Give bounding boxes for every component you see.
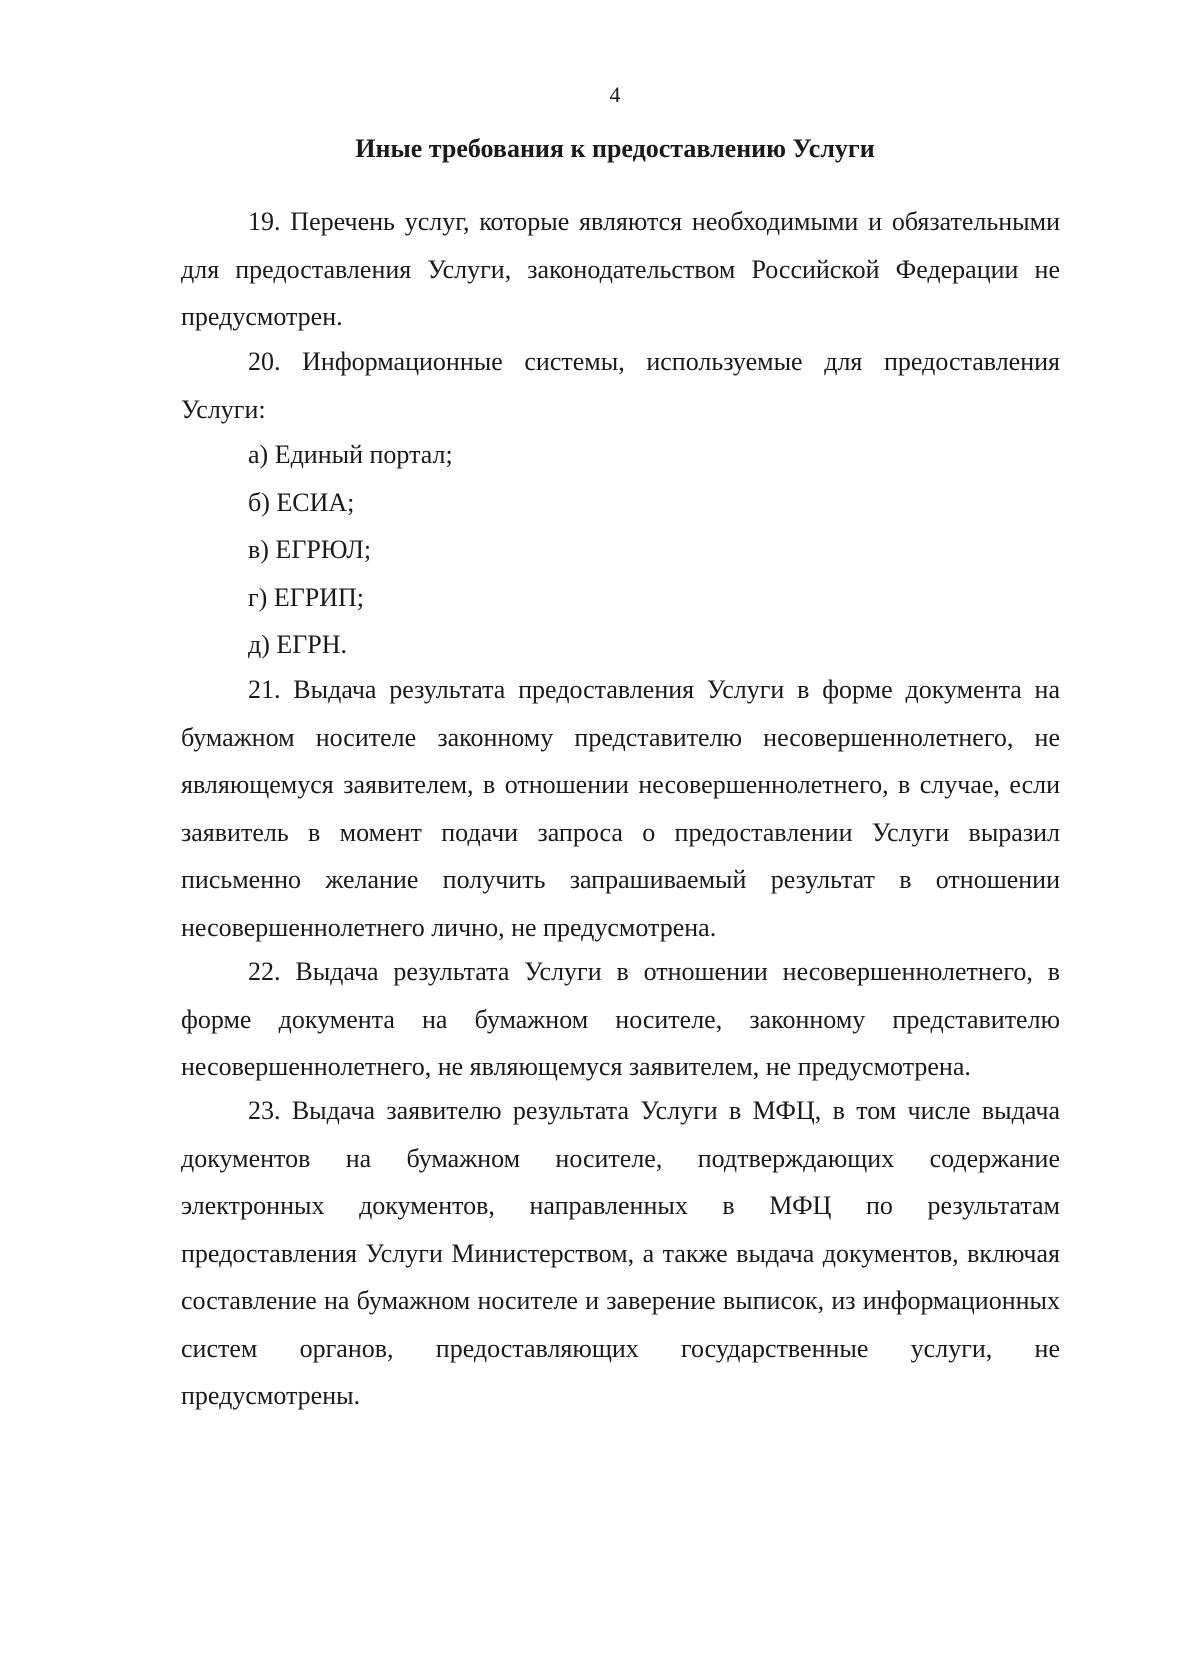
paragraph-19: 19. Перечень услуг, которые являются необходимыми и обязательными для предоставления Услуги, законодательством Российской Федерации не предусмотрен. bbox=[181, 207, 1060, 331]
paragraph-21-block bbox=[181, 666, 1060, 951]
paragraph-22-block bbox=[181, 948, 1060, 1091]
information-systems-list bbox=[181, 431, 1060, 669]
list-item: б) ЕСИА; bbox=[248, 487, 355, 517]
paragraph-20: 20. Информационные системы, используемые для предоставления Услуги: bbox=[181, 347, 1060, 424]
paragraph-22: 22. Выдача результата Услуги в отношении несовершеннолетнего, в форме документа на бумажном носителе, законному представителю несовершеннолетнего, не являющемуся заявителем, не предусмотрена. bbox=[181, 957, 1060, 1081]
paragraph-19-block bbox=[181, 198, 1060, 341]
paragraph-20-block bbox=[181, 338, 1060, 433]
section-heading: Иные требования к предоставлению Услуги bbox=[355, 134, 875, 163]
page-number: 4 bbox=[609, 82, 621, 107]
paragraph-23: 23. Выдача заявителю результата Услуги в МФЦ, в том числе выдача документов на бумажном носителе, подтверждающих содержание электронных документов, направленных в МФЦ по результатам предоставления Услуги Министерством, а также выдача документов, включая составление на бумажном носителе и заверение выписок, из информационных систем органов, предоставляющих государственные услуги, не предусмотрены. bbox=[181, 1096, 1060, 1410]
list-item: д) ЕГРН. bbox=[248, 630, 348, 659]
list-item: в) ЕГРЮЛ; bbox=[248, 535, 372, 564]
list-item: г) ЕГРИП; bbox=[248, 582, 364, 612]
paragraph-21: 21. Выдача результата предоставления Услуги в форме документа на бумажном носителе законному представителю несовершеннолетнего, не являющемуся заявителем, в отношении несовершеннолетнего, в случае, если заявитель в момент подачи запроса о предоставлении Услуги выразил письменно желание получить запрашиваемый результат в отношении несовершеннолетнего лично, не предусмотрена. bbox=[181, 675, 1060, 942]
paragraph-23-block bbox=[181, 1087, 1060, 1420]
list-item: а) Единый портал; bbox=[248, 440, 453, 469]
